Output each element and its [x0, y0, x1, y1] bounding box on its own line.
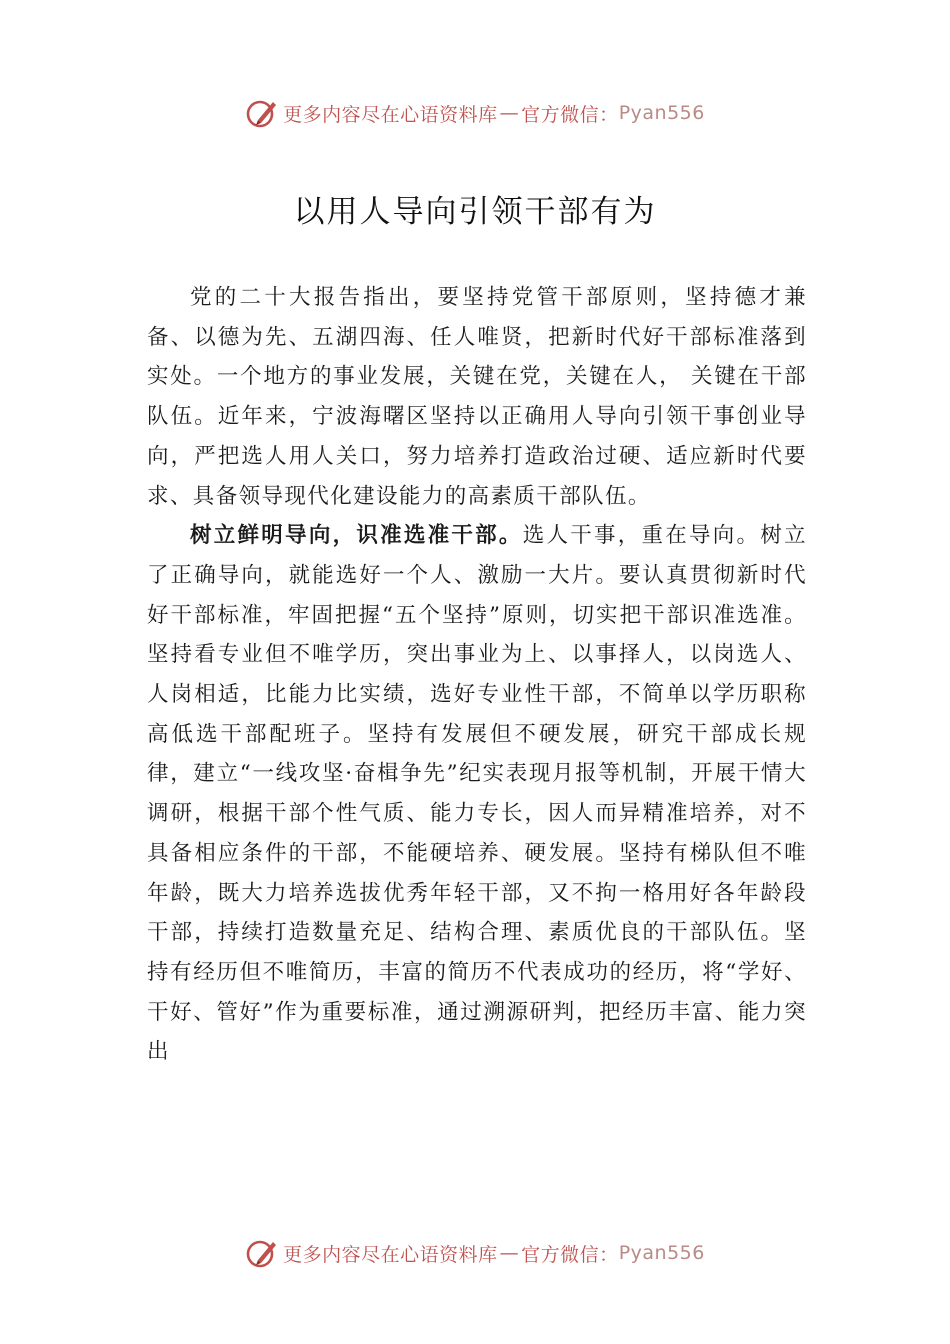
- footer-watermark: [0, 1236, 950, 1270]
- watermark-handle: Pyan556: [618, 1242, 705, 1264]
- watermark-main-text: 更多内容尽在心语资料库: [283, 103, 498, 126]
- watermark-label: 官方微信：: [521, 103, 619, 126]
- paragraph-intro: [147, 278, 807, 516]
- watermark-handle: Pyan556: [618, 102, 705, 124]
- paragraph-lead: 树立鲜明导向，识准选准干部。: [190, 523, 523, 549]
- watermark-main-text: 更多内容尽在心语资料库: [283, 1243, 498, 1266]
- watermark-dash: —: [499, 102, 520, 124]
- watermark-label: 官方微信：: [521, 1243, 619, 1266]
- paragraph-text: 党的二十大报告指出，要坚持党管干部原则，坚持德才兼备、以德为先、五湖四海、任人唯贤，把新时代好干部标准落到实处。一个地方的事业发展，关键在党，关键在人， 关键在干部队伍。近年来，宁波海曙区坚持以正确用人导向引领干事创业导向，严把选人用人关口，努力培养打造政治过硬、适应新时代要求、具备领导现代化建设能力的高素质干部队伍。: [147, 285, 807, 509]
- pen-logo-icon: [245, 1236, 279, 1270]
- watermark-dash: —: [499, 1242, 520, 1264]
- paragraph-text: 选人干事，重在导向。树立了正确导向，就能选好一个人、激励一大片。要认真贯彻新时代好干部标准，牢固把握“五个坚持”原则，切实把干部识准选准。坚持看专业但不唯学历，突出事业为上、以事择人，以岗选人、人岗相适，比能力比实绩，选好专业性干部，不简单以学历职称高低选干部配班子。坚持有发展但不硬发展，研究干部成长规律，建立“一线攻坚·奋楫争先”纪实表现月报等机制，开展干情大调研，根据干部个性气质、能力专长，因人而异精准培养，对不具备相应条件的干部，不能硬培养、硬发展。坚持有梯队但不唯年龄，既大力培养选拔优秀年轻干部，又不拘一格用好各年龄段干部，持续打造数量充足、结构合理、素质优良的干部队伍。坚持有经历但不唯简历，丰富的简历不代表成功的经历，将“学好、干好、管好”作为重要标准，通过溯源研判，把经历丰富、能力突出: [147, 523, 807, 1065]
- paragraph-section-1: [147, 516, 807, 1072]
- document-title: 以用人导向引领干部有为: [293, 194, 657, 230]
- document-body: [147, 278, 807, 1072]
- header-watermark: [0, 96, 950, 130]
- pen-logo-icon: [245, 96, 279, 130]
